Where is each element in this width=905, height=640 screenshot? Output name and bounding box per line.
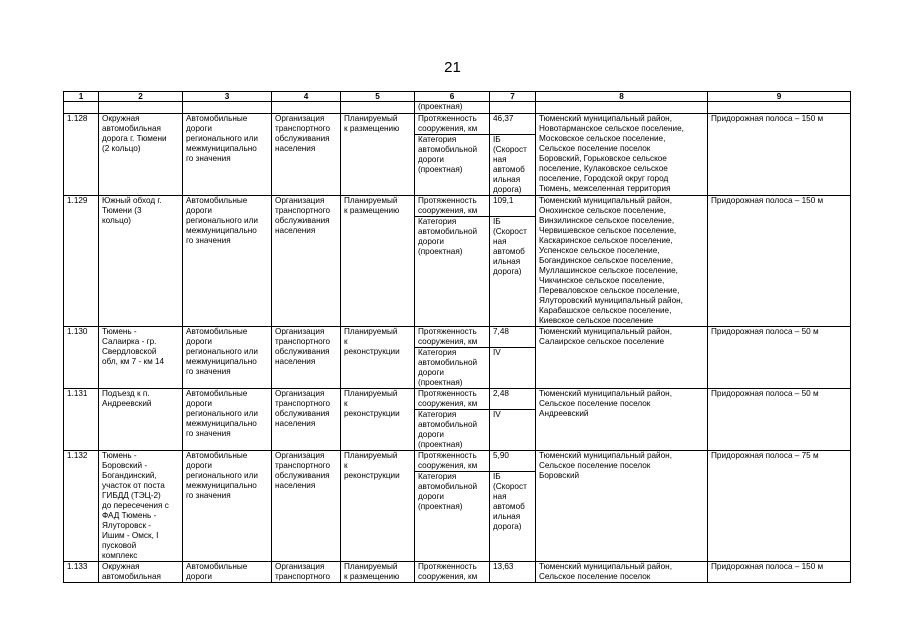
cell-line: сооружения, км <box>418 206 478 215</box>
cell-line: Придорожная полоса – 150 м <box>711 114 824 123</box>
zone-cell <box>708 451 851 562</box>
object-type-cell <box>183 389 272 451</box>
row-number-cell <box>64 389 99 451</box>
cell-line: Протяженность <box>418 562 477 571</box>
characteristic-cell <box>415 196 490 327</box>
cell-line: Сельское поселение поселок <box>539 572 651 581</box>
cell-line: Тюменский муниципальный район, <box>539 562 672 571</box>
cell-line: Организация <box>275 389 325 398</box>
cell-line: 1.133 <box>67 562 88 571</box>
object-type-cell <box>183 327 272 389</box>
cell-line: автомобильной <box>418 420 478 429</box>
cell-line: автомоб <box>493 502 525 511</box>
page-number: 21 <box>444 59 461 76</box>
purpose-cell <box>272 327 341 389</box>
cell-line: Тюмень, межселенная территория <box>539 184 671 193</box>
object-name-cell <box>99 562 183 583</box>
cell-line: Протяженность <box>418 114 477 123</box>
cell-line: пусковой <box>102 541 137 550</box>
cell-line: Категория <box>418 472 457 481</box>
characteristic-cell-bottom <box>415 348 489 388</box>
object-name-cell <box>99 451 183 562</box>
zone-cell <box>708 562 851 583</box>
table-cell <box>183 102 272 114</box>
cell-line: (Скорост <box>493 227 527 236</box>
table-cell <box>415 102 490 114</box>
cell-line: к <box>344 337 348 346</box>
value-cell-top <box>490 114 535 135</box>
cell-line: межмуниципально <box>186 481 257 490</box>
cell-line: транспортного <box>275 572 331 581</box>
location-cell <box>536 562 708 583</box>
characteristic-cell-bottom <box>415 135 489 175</box>
cell-line: Тюменский муниципальный район, <box>539 327 672 336</box>
cell-line: Придорожная полоса – 50 м <box>711 389 819 398</box>
object-type-cell <box>183 451 272 562</box>
cell-line: ФАД Тюмень - <box>102 511 157 520</box>
table-row <box>64 451 851 562</box>
cell-line: ильная <box>493 512 521 521</box>
cell-line: го значения <box>186 491 231 500</box>
cell-line: дорога г. Тюмени <box>102 134 167 143</box>
cell-line: Успенское сельское поселение, <box>539 246 660 255</box>
cell-line: Категория <box>418 410 457 419</box>
cell-line: Категория <box>418 348 457 357</box>
cell-line: Придорожная полоса – 75 м <box>711 451 819 460</box>
cell-line: ная <box>493 155 507 164</box>
cell-line: к <box>344 461 348 470</box>
cell-line: 7,48 <box>493 327 509 336</box>
cell-line: автомобильная <box>102 124 161 133</box>
characteristic-cell-top <box>415 114 489 135</box>
value-cell <box>490 389 536 451</box>
value-cell-bottom <box>490 410 535 420</box>
value-cell <box>490 114 536 196</box>
cell-line: Свердловской <box>102 347 157 356</box>
cell-line: транспортного <box>275 337 331 346</box>
object-type-cell <box>183 114 272 196</box>
cell-line: Ялуторовский муниципальный район, <box>539 296 683 305</box>
cell-line: 1.131 <box>67 389 88 398</box>
continuation-row <box>64 102 851 114</box>
cell-line: дороги <box>418 368 444 377</box>
cell-line: автомобильная <box>102 572 161 581</box>
cell-line: дороги <box>186 572 212 581</box>
column-header: 1 <box>64 92 99 102</box>
cell-line: го значения <box>186 429 231 438</box>
cell-line: Автомобильные <box>186 196 248 205</box>
table-cell <box>99 102 183 114</box>
purpose-cell <box>272 451 341 562</box>
characteristic-cell-top <box>415 196 489 217</box>
cell-line: Винзилинское сельское поселение, <box>539 216 675 225</box>
cell-line: населения <box>275 419 316 428</box>
cell-line: автомоб <box>493 165 525 174</box>
cell-line: го значения <box>186 154 231 163</box>
location-cell <box>536 327 708 389</box>
cell-line: автомобильной <box>418 227 478 236</box>
characteristic-cell <box>415 327 490 389</box>
status-cell <box>341 196 415 327</box>
cell-line: регионального или <box>186 471 258 480</box>
cell-line: реконструкции <box>344 347 400 356</box>
cell-line: (проектная) <box>418 378 463 387</box>
characteristic-cell-bottom <box>415 472 489 512</box>
characteristic-cell <box>415 114 490 196</box>
zone-cell <box>708 114 851 196</box>
cell-line: транспортного <box>275 461 331 470</box>
cell-line: автомобильной <box>418 358 478 367</box>
characteristic-cell <box>415 562 490 583</box>
zone-cell <box>708 196 851 327</box>
cell-line: Ялуторовск - <box>102 521 152 530</box>
row-number-cell <box>64 196 99 327</box>
purpose-cell <box>272 114 341 196</box>
table-body <box>64 102 851 583</box>
object-type-cell <box>183 196 272 327</box>
column-header: 2 <box>99 92 183 102</box>
column-header: 7 <box>490 92 536 102</box>
cell-line: (проектная) <box>418 440 463 449</box>
cell-line: 109,1 <box>493 196 514 205</box>
object-name-cell <box>99 196 183 327</box>
cell-line: Червишевское сельское поселение, <box>539 226 677 235</box>
cell-line: населения <box>275 481 316 490</box>
zone-cell <box>708 389 851 451</box>
cell-line: населения <box>275 357 316 366</box>
table-row <box>64 114 851 196</box>
cell-line: дорога) <box>493 185 522 194</box>
cell-line: до пересечения с <box>102 501 169 510</box>
cell-line: Придорожная полоса – 150 м <box>711 196 824 205</box>
cell-line: кольцо) <box>102 216 131 225</box>
cell-line: IV <box>493 348 501 357</box>
cell-line: Ишим - Омск, I <box>102 531 159 540</box>
cell-line: Планируемый <box>344 562 398 571</box>
cell-line: обслуживания <box>275 409 330 418</box>
column-header: 8 <box>536 92 708 102</box>
cell-line: обслуживания <box>275 347 330 356</box>
characteristic-cell-bottom <box>415 410 489 450</box>
cell-line: обслуживания <box>275 134 330 143</box>
cell-line: (Скорост <box>493 482 527 491</box>
cell-line: Организация <box>275 196 325 205</box>
cell-line: межмуниципально <box>186 226 257 235</box>
characteristic-cell-top <box>415 451 489 472</box>
object-name-cell <box>99 389 183 451</box>
cell-line: Планируемый <box>344 389 398 398</box>
cell-line: Автомобильные <box>186 327 248 336</box>
status-cell <box>341 389 415 451</box>
cell-line: Богандинское сельское поселение, <box>539 256 674 265</box>
cell-line: ная <box>493 237 507 246</box>
cell-line: IV <box>493 410 501 419</box>
row-number-cell <box>64 451 99 562</box>
cell-line: реконструкции <box>344 471 400 480</box>
cell-line: Организация <box>275 562 325 571</box>
cell-line: Южный обход г. <box>102 196 162 205</box>
table-cell <box>536 102 708 114</box>
cell-line: (проектная) <box>418 247 463 256</box>
cell-line: Автомобильные <box>186 114 248 123</box>
cell-line: Придорожная полоса – 150 м <box>711 562 824 571</box>
table-cell <box>272 102 341 114</box>
characteristic-cell-top <box>415 562 489 582</box>
cell-line: дороги <box>186 337 212 346</box>
cell-line: дорога) <box>493 267 522 276</box>
table-cell <box>341 102 415 114</box>
cell-line: Организация <box>275 114 325 123</box>
value-cell-bottom <box>490 135 535 195</box>
cell-line: Категория <box>418 217 457 226</box>
cell-line: дороги <box>186 399 212 408</box>
cell-line: ильная <box>493 257 521 266</box>
cell-line: 2,48 <box>493 389 509 398</box>
cell-line: Организация <box>275 451 325 460</box>
cell-line: дороги <box>186 124 212 133</box>
characteristic-cell-bottom <box>415 217 489 257</box>
cell-line: регионального или <box>186 134 258 143</box>
cell-line: Тюменский муниципальный район, <box>539 451 672 460</box>
cell-line: обл, км 7 - км 14 <box>102 357 165 366</box>
cell-line: межмуниципально <box>186 419 257 428</box>
row-number-cell <box>64 327 99 389</box>
cell-line: комплекс <box>102 551 138 560</box>
cell-line: участок от поста <box>102 481 165 490</box>
value-cell-bottom <box>490 348 535 358</box>
cell-line: сооружения, км <box>418 572 478 581</box>
cell-line: поселение, Кулаковское сельское <box>539 164 668 173</box>
value-cell <box>490 327 536 389</box>
cell-line: го значения <box>186 367 231 376</box>
cell-line: автомоб <box>493 247 525 256</box>
cell-line: к размещению <box>344 124 400 133</box>
cell-line: дороги <box>418 492 444 501</box>
cell-line: дорога) <box>493 522 522 531</box>
value-cell-bottom <box>490 217 535 277</box>
cell-line: IБ <box>493 135 501 144</box>
row-number-cell <box>64 114 99 196</box>
value-cell-top <box>490 389 535 410</box>
status-cell <box>341 327 415 389</box>
table-cell <box>708 102 851 114</box>
cell-line: Карабашское сельское поселение, <box>539 306 672 315</box>
table-row <box>64 196 851 327</box>
value-cell-top <box>490 451 535 472</box>
cell-line: Боровский, Горьковское сельское <box>539 154 667 163</box>
status-cell <box>341 562 415 583</box>
cell-line: дороги <box>186 461 212 470</box>
cell-line: к размещению <box>344 572 400 581</box>
cell-line: межмуниципально <box>186 144 257 153</box>
cell-line: Новотарманское сельское поселение, <box>539 124 684 133</box>
cell-line: Андреевский <box>102 399 152 408</box>
cell-line: транспортного <box>275 399 331 408</box>
cell-line: дороги <box>418 430 444 439</box>
column-header: 5 <box>341 92 415 102</box>
cell-line: 1.129 <box>67 196 88 205</box>
cell-line: (2 кольцо) <box>102 144 141 153</box>
table-row <box>64 562 851 583</box>
cell-line: Сельское поселение поселок <box>539 399 651 408</box>
cell-line: Московское сельское поселение, <box>539 134 666 143</box>
characteristic-cell <box>415 389 490 451</box>
cell-line: населения <box>275 144 316 153</box>
cell-line: регионального или <box>186 216 258 225</box>
cell-line: Чикчинское сельское поселение, <box>539 276 665 285</box>
zone-cell <box>708 327 851 389</box>
cell-line: Протяженность <box>418 389 477 398</box>
characteristic-cell <box>415 451 490 562</box>
cell-line: (проектная) <box>418 102 463 111</box>
cell-line: Тюмень - <box>102 451 137 460</box>
cell-line: Организация <box>275 327 325 336</box>
cell-line: Придорожная полоса – 50 м <box>711 327 819 336</box>
cell-line: сооружения, км <box>418 461 478 470</box>
table-row <box>64 389 851 451</box>
cell-line: обслуживания <box>275 471 330 480</box>
purpose-cell <box>272 389 341 451</box>
cell-line: Тюменский муниципальный район, <box>539 196 672 205</box>
cell-line: (проектная) <box>418 165 463 174</box>
cell-line: дороги <box>418 237 444 246</box>
header-row <box>64 92 851 102</box>
cell-line: Планируемый <box>344 196 398 205</box>
cell-line: сооружения, км <box>418 124 478 133</box>
cell-line: Категория <box>418 135 457 144</box>
cell-line: (проектная) <box>418 502 463 511</box>
cell-line: Протяженность <box>418 451 477 460</box>
cell-line: к <box>344 399 348 408</box>
cell-line: межмуниципально <box>186 357 257 366</box>
value-cell-top <box>490 196 535 217</box>
cell-line: Тюмени (3 <box>102 206 142 215</box>
value-cell-top <box>490 562 535 582</box>
cell-line: Автомобильные <box>186 389 248 398</box>
cell-line: Планируемый <box>344 451 398 460</box>
cell-line: ильная <box>493 175 521 184</box>
object-name-cell <box>99 327 183 389</box>
cell-line: Боровский - <box>102 461 148 470</box>
cell-line: 1.128 <box>67 114 88 123</box>
row-number-cell <box>64 562 99 583</box>
value-cell <box>490 196 536 327</box>
cell-line: к размещению <box>344 206 400 215</box>
cell-line: Протяженность <box>418 196 477 205</box>
cell-line: 1.130 <box>67 327 88 336</box>
cell-line: Переваловское сельское поселение, <box>539 286 680 295</box>
cell-line: Планируемый <box>344 114 398 123</box>
cell-line: Тюменский муниципальный район, <box>539 114 672 123</box>
cell-line: автомобильной <box>418 145 478 154</box>
value-cell <box>490 451 536 562</box>
characteristic-cell-top <box>415 389 489 410</box>
cell-line: сооружения, км <box>418 399 478 408</box>
column-header: 9 <box>708 92 851 102</box>
table-row <box>64 327 851 389</box>
cell-line: го значения <box>186 236 231 245</box>
cell-line: Муллашинское сельское поселение, <box>539 266 678 275</box>
location-cell <box>536 451 708 562</box>
cell-line: обслуживания <box>275 216 330 225</box>
cell-line: регионального или <box>186 347 258 356</box>
cell-line: Салаирка - гр. <box>102 337 157 346</box>
objects-table <box>63 91 851 583</box>
cell-line: (Скорост <box>493 145 527 154</box>
value-cell-bottom <box>490 472 535 532</box>
purpose-cell <box>272 196 341 327</box>
cell-line: Онохинское сельское поселение, <box>539 206 666 215</box>
cell-line: Сельское поселение поселок <box>539 144 651 153</box>
object-type-cell <box>183 562 272 583</box>
cell-line: транспортного <box>275 206 331 215</box>
object-name-cell <box>99 114 183 196</box>
value-cell-top <box>490 327 535 348</box>
cell-line: 5,90 <box>493 451 509 460</box>
cell-line: Боровский <box>539 471 580 480</box>
cell-line: Протяженность <box>418 327 477 336</box>
cell-line: 46,37 <box>493 114 514 123</box>
cell-line: Богандинский, <box>102 471 157 480</box>
cell-line: ная <box>493 492 507 501</box>
cell-line: Автомобильные <box>186 562 248 571</box>
location-cell <box>536 114 708 196</box>
purpose-cell <box>272 562 341 583</box>
cell-line: Окружная <box>102 114 140 123</box>
cell-line: 1.132 <box>67 451 88 460</box>
location-cell <box>536 196 708 327</box>
location-cell <box>536 389 708 451</box>
table-cell <box>64 102 99 114</box>
cell-line: населения <box>275 226 316 235</box>
cell-line: автомобильной <box>418 482 478 491</box>
cell-line: транспортного <box>275 124 331 133</box>
cell-line: IБ <box>493 217 501 226</box>
status-cell <box>341 114 415 196</box>
cell-line: регионального или <box>186 409 258 418</box>
cell-line: ГИБДД (ТЭЦ-2) <box>102 491 161 500</box>
cell-line: реконструкции <box>344 409 400 418</box>
cell-line: 13,63 <box>493 562 514 571</box>
cell-line: дороги <box>186 206 212 215</box>
cell-line: Салаирское сельское поселение <box>539 337 665 346</box>
cell-line: Киевское сельское поселение <box>539 316 654 325</box>
cell-line: поселение, Городской округ город <box>539 174 669 183</box>
column-header: 4 <box>272 92 341 102</box>
column-header: 3 <box>183 92 272 102</box>
cell-line: дороги <box>418 155 444 164</box>
cell-line: сооружения, км <box>418 337 478 346</box>
cell-line: Каскаринское сельское поселение, <box>539 236 673 245</box>
characteristic-cell-top <box>415 327 489 348</box>
cell-line: IБ <box>493 472 501 481</box>
cell-line: Тюменский муниципальный район, <box>539 389 672 398</box>
status-cell <box>341 451 415 562</box>
cell-line: Сельское поселение поселок <box>539 461 651 470</box>
cell-line: Тюмень - <box>102 327 137 336</box>
cell-line: Планируемый <box>344 327 398 336</box>
cell-line: Окружная <box>102 562 140 571</box>
cell-line: Подъезд к п. <box>102 389 150 398</box>
cell-line: Автомобильные <box>186 451 248 460</box>
cell-line: Андреевский <box>539 409 589 418</box>
column-header: 6 <box>415 92 490 102</box>
table-cell <box>490 102 536 114</box>
value-cell <box>490 562 536 583</box>
